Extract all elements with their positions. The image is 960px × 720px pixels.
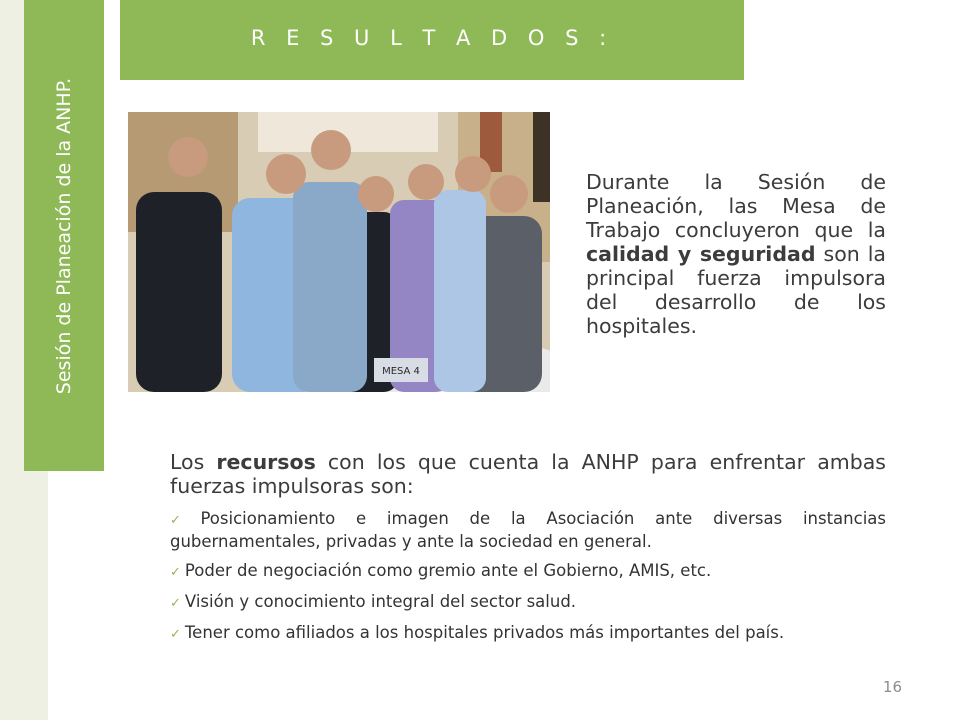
intro-paragraph — [586, 170, 886, 338]
resources-text: Los — [170, 450, 217, 474]
check-icon: ✓ — [170, 513, 197, 528]
list-item-text: Poder de negociación como gremio ante el Gobierno, AMIS, etc. — [184, 561, 712, 580]
side-title: Sesión de Planeación de la ANHP. — [53, 77, 75, 395]
list-item — [170, 508, 886, 552]
check-icon: ✓ — [170, 565, 181, 580]
check-icon: ✓ — [170, 596, 181, 611]
group-photo — [128, 112, 550, 392]
resources-intro — [170, 450, 886, 498]
intro-highlight: calidad y seguridad — [586, 242, 816, 266]
resource-list — [170, 508, 886, 653]
title-bar — [120, 0, 744, 80]
list-item-text: Posicionamiento e imagen de la Asociación ante diversas instancias gubernamentales, privadas y ante la sociedad en general. — [170, 509, 886, 551]
list-item — [170, 560, 886, 583]
table-sign: MESA 4 — [382, 366, 420, 377]
resources-text-end: con los que cuenta la ANHP para enfrentar ambas fuerzas impulsoras son: — [170, 450, 886, 498]
list-item — [170, 622, 886, 645]
page-number: 16 — [882, 678, 902, 696]
list-item-text: Tener como afiliados a los hospitales privados más importantes del país. — [184, 623, 785, 642]
intro-text: Durante la Sesión de Planeación, las Mesa de Trabajo concluyeron que la — [586, 170, 886, 242]
check-icon: ✓ — [170, 627, 181, 642]
list-item-text: Visión y conocimiento integral del sector salud. — [184, 592, 577, 611]
intro-text-end: son la principal fuerza impulsora del desarrollo de los hospitales. — [586, 242, 886, 338]
list-item — [170, 591, 886, 614]
resources-highlight: recursos — [216, 450, 316, 474]
slide-title: R E S U L T A D O S : — [250, 26, 614, 50]
